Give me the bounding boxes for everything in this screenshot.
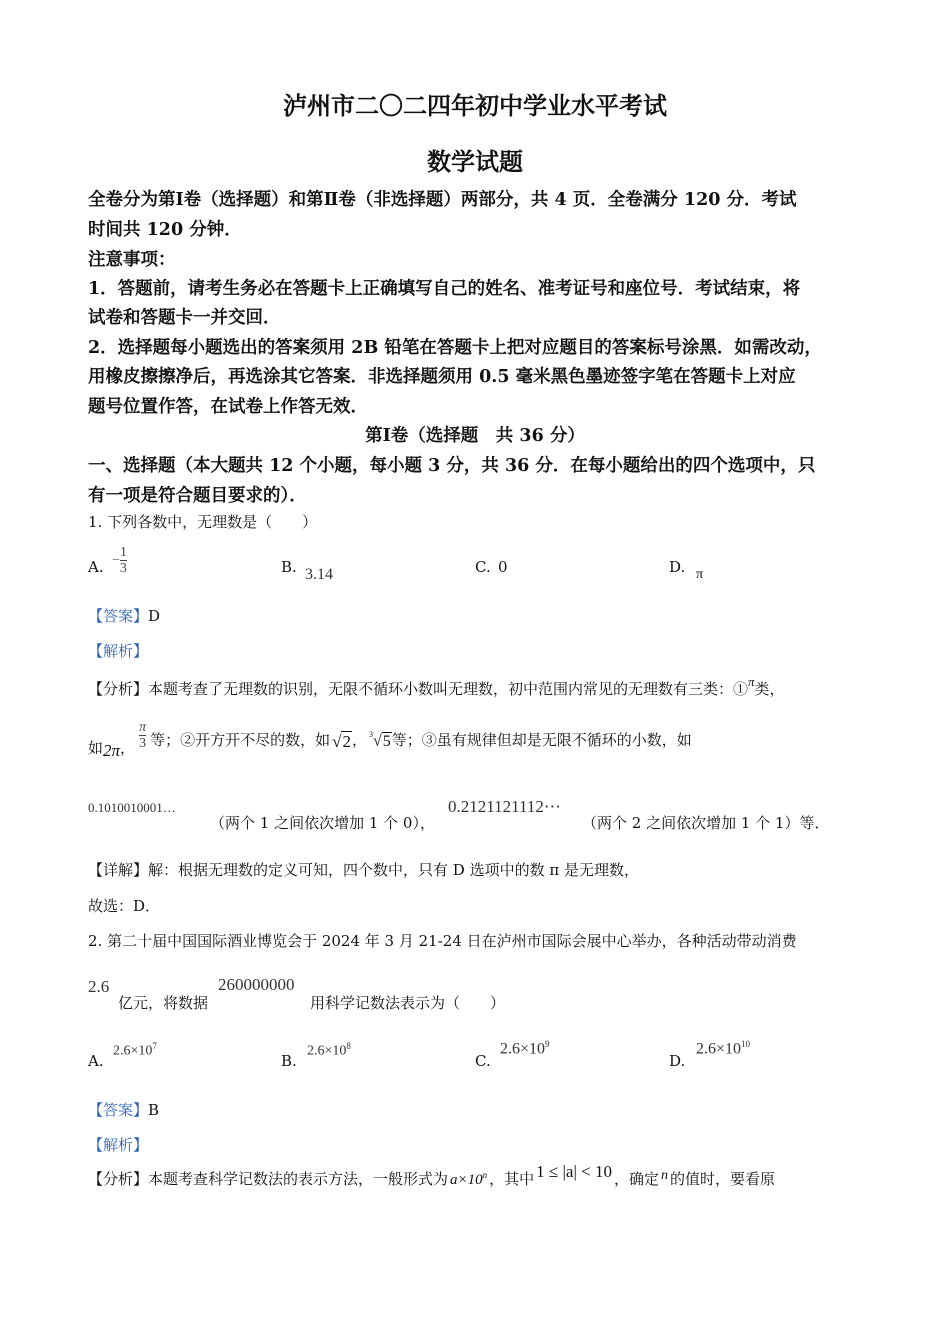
fraction-denominator: 3 [139,736,147,751]
q1-option-b-label: B. [281,558,297,576]
q2-option-a-label: A. [88,1052,104,1070]
q1-option-c-label: C. [475,558,491,576]
two-pi: 2π [103,740,121,760]
decimal-example-2: 0.2121121112⋯ [448,797,561,816]
answer-tag: 【答案】 [88,607,149,625]
note-2-line-1: 2．选择题每小题选出的答案须用 2B 铅笔在答题卡上把对应题目的答案标号涂黑．如需改动， [88,338,822,358]
detail-tag: 【详解】 [88,861,149,879]
formula-base: a×10 [450,1172,483,1188]
q1-option-c-value: 0 [498,558,508,576]
sci-exponent: 8 [346,1041,351,1051]
comma: ， [351,731,367,749]
q2-jiexi-tag: 【解析】 [88,1136,149,1154]
intro-line-1: 全卷分为第Ⅰ卷（选择题）和第Ⅱ卷（非选择题）两部分，共 4 页．全卷满分 120 分．考试 [88,190,797,210]
sci-base: 2.6×10 [696,1040,742,1058]
note-1-line-2: 试卷和答题卡一并交回． [88,308,281,328]
fraction-numerator: π [139,720,147,735]
analysis-text: 的值时，要看原 [669,1170,775,1188]
analysis-tag: 【分析】 [88,1170,149,1188]
analysis-text: 等；③虽有规律但却是无限不循环的小数，如 [391,731,692,749]
q2-stem-line-2a: 亿元，将数据 [118,994,209,1012]
q1-stem: 1. 下列各数中，无理数是（ ） [88,513,318,531]
note-2-line-3: 题号位置作答，在试卷上作答无效． [88,397,368,417]
fraction-denominator: 3 [119,561,127,576]
sci-exponent: 9 [545,1039,550,1049]
q1-analysis-line-3a: （两个 1 之间依次增加 1 个 0）， [210,814,435,832]
q1-option-a-label: A. [88,558,104,576]
pi-symbol: π [748,674,755,689]
q1-answer [88,605,160,626]
root-index: 3 [368,730,373,740]
analysis-text: 本题考查了无理数的识别，无限不循环小数叫无理数，初中范围内常见的无理数有三类：① [148,680,749,698]
q1-detail [88,859,639,880]
part-1-title: 第Ⅰ卷（选择题 共 36 分） [365,426,585,446]
note-1-line-1: 1．答题前，请考生务必在答题卡上正确填写自己的姓名、准考证号和座位号．考试结束，将 [88,279,801,299]
page-title: 泸州市二〇二四年初中学业水平考试 [283,91,667,120]
sci-base: 2.6×10 [500,1040,546,1058]
q2-stem-line-1: 2. 第二十届中国国际酒业博览会于 2024 年 3 月 21-24 日在泸州市国际会展中心举办，各种活动带动消费 [88,932,797,950]
q1-option-a-value [112,545,127,576]
radicand: 5 [382,732,391,750]
analysis-text-end: 类， [754,680,785,698]
q1-option-d-value: π [696,567,704,582]
note-2-line-2: 用橡皮擦擦净后，再选涂其它答案．非选择题须用 0.5 毫米黑色墨迹签字笔在答题卡上对应 [88,367,796,387]
sci-base: 2.6×10 [307,1043,347,1059]
analysis-text: ，其中 [489,1170,535,1188]
sci-exponent: 10 [741,1039,751,1049]
notes-title: 注意事项： [88,250,176,270]
decimal-example-1: 0.1010010001… [88,800,176,815]
fraction-one-third [120,545,127,576]
page-subtitle: 数学试题 [427,147,523,176]
q2-option-d-value [696,1039,750,1058]
value-2-6: 2.6 [88,977,110,996]
q1-analysis-line-1 [88,676,785,699]
q2-answer [88,1099,159,1120]
q1-conclusion: 故选：D． [88,897,161,915]
formula-exponent: n [482,1170,488,1180]
analysis-text: 本题考查科学记数法的表示方法，一般形式为 [148,1170,449,1188]
section-1-line-1: 一、选择题（本大题共 12 个小题，每小题 3 分，共 36 分．在每小题给出的四个选项中，只 [88,456,816,476]
q1-option-d-label: D. [669,558,686,576]
q1-analysis-line-2 [88,720,692,760]
q2-option-d-label: D. [669,1052,686,1070]
q2-option-a-value [113,1041,157,1060]
answer-value: D [148,607,161,625]
q1-jiexi-tag: 【解析】 [88,642,149,660]
cube-root-five: $^3$√5 [368,730,391,750]
detail-text: 解：根据无理数的定义可知，四个数中，只有 D 选项中的数 π 是无理数， [148,861,639,879]
q2-option-b-value [307,1041,351,1060]
value-260000000: 260000000 [218,975,295,994]
analysis-text: ，确定 [613,1170,659,1188]
sci-base: 2.6×10 [113,1043,153,1059]
fraction-pi-over-three [139,720,146,751]
answer-tag: 【答案】 [88,1101,149,1119]
q2-option-c-value [500,1039,550,1058]
q2-option-c-label: C. [475,1052,491,1070]
analysis-text: 如 [88,739,104,757]
intro-line-2: 时间共 120 分钟． [88,220,242,240]
sqrt-two: √2 [332,731,351,751]
q2-analysis-line-1 [88,1162,775,1189]
q1-option-b-value: 3.14 [305,566,333,583]
q1-analysis-line-3b: （两个 2 之间依次增加 1 个 1）等． [582,814,830,832]
analysis-text: 等；②开方开不尽的数，如 [150,731,331,749]
minus-sign: − [112,552,120,568]
variable-n: n [660,1168,668,1183]
range-condition: 1 ≤ |a| < 10 [536,1162,612,1181]
formula-a-times-ten-n [450,1170,487,1189]
radicand: 2 [342,731,351,751]
sci-exponent: 7 [152,1041,157,1051]
analysis-tag: 【分析】 [88,680,149,698]
answer-value: B [148,1101,160,1119]
comma: ， [120,739,136,757]
section-1-line-2: 有一项是符合题目要求的）． [88,486,307,506]
q2-stem-line-2b: 用科学记数法表示为（ ） [310,994,506,1012]
q2-option-b-label: B. [281,1052,297,1070]
fraction-numerator: 1 [119,545,127,560]
